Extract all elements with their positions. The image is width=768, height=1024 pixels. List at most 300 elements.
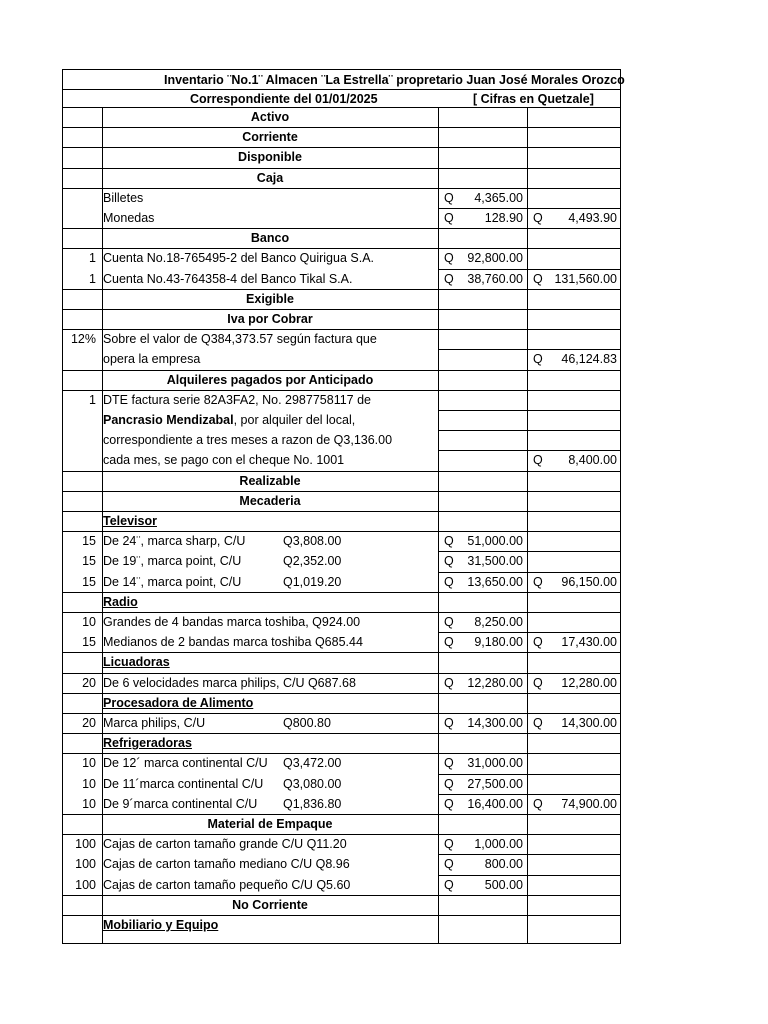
description-text: Grandes de 4 bandas marca toshiba, Q924.00 — [103, 615, 361, 630]
description-cell — [102, 208, 438, 228]
table-row — [62, 854, 621, 874]
qty-cell — [62, 915, 102, 935]
total-cell — [527, 511, 621, 531]
amount-cell — [438, 168, 527, 188]
description-cell — [102, 854, 438, 874]
table-row — [62, 774, 621, 794]
subtitle-row — [62, 89, 621, 108]
amount-cell — [438, 471, 527, 491]
total-cell — [527, 370, 621, 390]
amount-cell — [438, 208, 527, 228]
amount-cell — [438, 188, 527, 208]
bold-name: Pancrasio Mendizabal — [103, 413, 234, 428]
row-divider — [62, 753, 621, 754]
amount-cell — [438, 551, 527, 571]
qty-cell: 1 — [89, 392, 96, 407]
amount-cell — [438, 511, 527, 531]
description-text: Sobre el valor de Q384,373.57 según factura que — [103, 332, 377, 347]
row-divider — [62, 168, 621, 169]
amount-cell — [438, 289, 527, 309]
qty-cell — [62, 107, 102, 127]
description-text: Monedas — [103, 211, 155, 226]
currency-symbol: Q — [444, 574, 454, 589]
row-divider — [438, 269, 621, 270]
description-text: DTE factura serie 82A3FA2, No. 2987758117 de — [103, 392, 371, 407]
total-cell — [527, 673, 621, 693]
amount-cell — [438, 269, 527, 289]
description-text: De 9´marca continental C/U — [103, 796, 258, 811]
row-divider — [62, 511, 621, 512]
inventory-sheet — [62, 69, 625, 944]
total-cell — [527, 471, 621, 491]
col-divider — [527, 107, 528, 944]
description-cell: Disponible — [238, 150, 302, 165]
total-cell — [527, 248, 621, 268]
amount-cell — [438, 915, 527, 935]
description-cell: Caja — [256, 170, 284, 185]
description-cell — [102, 875, 438, 895]
currency-symbol: Q — [444, 615, 454, 630]
total-cell — [527, 349, 621, 369]
description-cell — [102, 713, 438, 733]
amount-value: 128.90 — [484, 211, 523, 226]
qty-cell — [62, 592, 102, 612]
qty-cell: 10 — [82, 796, 96, 811]
description-cell — [102, 794, 438, 814]
amount-value: 27,500.00 — [467, 776, 523, 791]
amount-value: 1,000.00 — [474, 837, 523, 852]
amount-cell — [438, 410, 527, 430]
qty-cell — [62, 188, 102, 208]
qty-cell: 1 — [89, 251, 96, 266]
table-row — [62, 450, 621, 470]
row-divider — [62, 713, 621, 714]
total-cell — [527, 430, 621, 450]
description-text: Cajas de carton tamaño grande C/U Q11.20 — [103, 837, 347, 852]
qty-cell — [62, 652, 102, 672]
section-row — [62, 693, 621, 713]
total-cell — [527, 551, 621, 571]
currency-symbol: Q — [533, 796, 543, 811]
amount-value: 74,900.00 — [561, 796, 617, 811]
amount-value: 96,150.00 — [561, 574, 617, 589]
row-divider — [62, 895, 621, 896]
currency-symbol: Q — [533, 211, 543, 226]
description-cell — [102, 329, 438, 349]
description-text: De 11´marca continental C/U — [103, 776, 264, 791]
total-cell — [527, 774, 621, 794]
section-row — [62, 370, 621, 390]
total-cell — [527, 228, 621, 248]
section-row — [62, 289, 621, 309]
currency-symbol: Q — [444, 716, 454, 731]
section-row — [62, 471, 621, 491]
amount-cell — [438, 430, 527, 450]
unit-price: Q3,472.00 — [283, 756, 342, 771]
currency-symbol: Q — [444, 837, 454, 852]
amount-cell — [438, 673, 527, 693]
qty-cell — [62, 289, 102, 309]
description-cell — [102, 753, 438, 773]
section-row — [62, 895, 621, 915]
description-text: Cuenta No.18-765495-2 del Banco Quirigua S.A. — [103, 251, 375, 266]
unit-price: Q1,836.80 — [283, 796, 342, 811]
amount-cell — [438, 572, 527, 592]
qty-cell: 15 — [82, 534, 96, 549]
amount-cell — [438, 895, 527, 915]
amount-cell — [438, 248, 527, 268]
amount-cell — [438, 612, 527, 632]
currency-symbol: Q — [444, 857, 454, 872]
amount-value: 38,760.00 — [467, 271, 523, 286]
currency-symbol: Q — [444, 251, 454, 266]
row-divider — [62, 491, 621, 492]
row-divider — [438, 450, 621, 451]
amount-value: 13,650.00 — [467, 574, 523, 589]
amount-value: 31,500.00 — [467, 554, 523, 569]
description-cell — [102, 188, 438, 208]
description-cell: Mecaderia — [239, 493, 301, 508]
table-row — [62, 713, 621, 733]
total-cell — [527, 733, 621, 753]
amount-value: 8,250.00 — [474, 615, 523, 630]
total-cell — [527, 652, 621, 672]
currency-symbol: Q — [444, 877, 454, 892]
description-text: De 6 velocidades marca philips, C/U Q687.68 — [103, 675, 356, 690]
description-cell — [102, 410, 438, 430]
amount-value: 12,280.00 — [467, 675, 523, 690]
row-divider — [62, 471, 621, 472]
amount-value: 4,365.00 — [474, 190, 523, 205]
description-cell: Procesadora de Alimento — [103, 695, 254, 710]
description-cell: No Corriente — [232, 897, 308, 912]
description-text: De 19¨, marca point, C/U — [103, 554, 242, 569]
section-row — [62, 915, 621, 935]
total-cell — [527, 794, 621, 814]
description-text: De 24¨, marca sharp, C/U — [103, 534, 246, 549]
sheet-subtitle: Correspondiente del 01/01/2025 — [190, 92, 378, 106]
total-cell — [527, 107, 621, 127]
table-row — [62, 551, 621, 571]
qty-cell — [62, 814, 102, 834]
total-cell — [527, 531, 621, 551]
row-divider — [62, 693, 621, 694]
row-divider — [438, 572, 621, 573]
currency-symbol: Q — [533, 716, 543, 731]
amount-cell — [438, 228, 527, 248]
qty-cell: 20 — [82, 716, 96, 731]
row-divider — [438, 854, 621, 855]
unit-price: Q3,080.00 — [283, 776, 342, 791]
total-cell — [527, 915, 621, 935]
row-divider — [438, 410, 621, 411]
currency-symbol: Q — [444, 190, 454, 205]
total-cell — [527, 572, 621, 592]
row-divider — [438, 794, 621, 795]
unit-price: Q800.80 — [283, 716, 331, 731]
total-cell — [527, 632, 621, 652]
total-cell — [527, 693, 621, 713]
currency-symbol: Q — [444, 211, 454, 226]
currency-symbol: Q — [533, 271, 543, 286]
section-row — [62, 652, 621, 672]
row-divider — [62, 531, 621, 532]
currency-symbol: Q — [444, 756, 454, 771]
total-cell — [527, 410, 621, 430]
qty-cell — [62, 168, 102, 188]
description-text: cada mes, se pago con el cheque No. 1001 — [103, 453, 345, 468]
amount-value: 51,000.00 — [467, 534, 523, 549]
amount-cell — [438, 107, 527, 127]
total-cell — [527, 450, 621, 470]
description-cell — [102, 269, 438, 289]
row-divider — [62, 733, 621, 734]
amount-value: 9,180.00 — [474, 635, 523, 650]
row-divider — [62, 107, 621, 108]
description-cell — [102, 531, 438, 551]
description-cell: Iva por Cobrar — [227, 312, 313, 327]
description-text: correspondiente a tres meses a razon de Q3,136.00 — [103, 433, 393, 448]
row-divider — [62, 673, 621, 674]
col-divider — [102, 107, 103, 944]
section-row — [62, 107, 621, 127]
qty-cell: 10 — [82, 776, 96, 791]
row-divider — [438, 349, 621, 350]
qty-cell — [62, 127, 102, 147]
total-cell — [527, 814, 621, 834]
amount-cell — [438, 390, 527, 410]
amount-cell — [438, 450, 527, 470]
description-cell — [102, 632, 438, 652]
description-cell — [102, 834, 438, 854]
description-text: Medianos de 2 bandas marca toshiba Q685.44 — [103, 635, 363, 650]
total-cell — [527, 309, 621, 329]
amount-cell — [438, 794, 527, 814]
row-divider — [438, 551, 621, 552]
amount-value: 131,560.00 — [554, 271, 617, 286]
currency-symbol: Q — [444, 554, 454, 569]
qty-cell: 15 — [82, 574, 96, 589]
qty-cell: 15 — [82, 635, 96, 650]
amount-value: 12,280.00 — [561, 675, 617, 690]
description-text: De 12´ marca continental C/U — [103, 756, 268, 771]
amount-cell — [438, 349, 527, 369]
row-divider — [62, 309, 621, 310]
row-divider — [62, 370, 621, 371]
table-row — [62, 329, 621, 349]
description-text: , por alquiler del local, — [233, 413, 356, 428]
description-cell: Banco — [250, 231, 290, 246]
description-cell — [102, 430, 438, 450]
currency-symbol: Q — [444, 796, 454, 811]
section-row — [62, 592, 621, 612]
amount-value: 16,400.00 — [467, 796, 523, 811]
row-divider — [62, 652, 621, 653]
row-divider — [62, 289, 621, 290]
qty-cell — [62, 208, 102, 228]
currency-symbol: Q — [533, 352, 543, 367]
unit-price: Q3,808.00 — [283, 534, 342, 549]
description-text: Billetes — [103, 190, 144, 205]
amount-cell — [438, 632, 527, 652]
row-divider — [62, 915, 621, 916]
total-cell — [527, 592, 621, 612]
currency-symbol: Q — [444, 534, 454, 549]
qty-cell: 15 — [82, 554, 96, 569]
qty-cell — [62, 370, 102, 390]
qty-cell — [62, 228, 102, 248]
description-cell — [102, 450, 438, 470]
row-divider — [62, 612, 621, 613]
section-row — [62, 511, 621, 531]
row-divider — [62, 127, 621, 128]
qty-cell: 100 — [75, 877, 96, 892]
section-row — [62, 733, 621, 753]
amount-value: 14,300.00 — [467, 716, 523, 731]
amount-value: 31,000.00 — [467, 756, 523, 771]
description-cell: Alquileres pagados por Anticipado — [166, 372, 374, 387]
currency-symbol: Q — [444, 271, 454, 286]
description-cell: Mobiliario y Equipo — [103, 918, 219, 933]
amount-cell — [438, 814, 527, 834]
total-cell — [527, 168, 621, 188]
qty-cell — [62, 147, 102, 167]
qty-cell — [62, 309, 102, 329]
amount-cell — [438, 127, 527, 147]
amount-cell — [438, 147, 527, 167]
total-cell — [527, 390, 621, 410]
row-divider — [62, 147, 621, 148]
amount-value: 800.00 — [484, 857, 523, 872]
description-cell: Radio — [103, 594, 138, 609]
total-cell — [527, 127, 621, 147]
qty-cell — [62, 491, 102, 511]
total-cell — [527, 854, 621, 874]
description-cell: Exigible — [246, 291, 294, 306]
amount-cell — [438, 329, 527, 349]
section-row — [62, 814, 621, 834]
qty-cell — [62, 450, 102, 470]
amount-cell — [438, 531, 527, 551]
currency-symbol: Q — [444, 776, 454, 791]
qty-cell: 10 — [82, 615, 96, 630]
table-row — [62, 834, 621, 854]
amount-cell — [438, 491, 527, 511]
total-cell — [527, 491, 621, 511]
currency-note: [ Cifras en Quetzale] — [473, 92, 594, 106]
qty-cell: 100 — [75, 857, 96, 872]
amount-value: 500.00 — [484, 877, 523, 892]
unit-price: Q1,019.20 — [283, 574, 342, 589]
row-divider — [438, 632, 621, 633]
description-cell: Realizable — [239, 473, 301, 488]
row-divider — [62, 834, 621, 835]
description-text: Cajas de carton tamaño mediano C/U Q8.96 — [103, 857, 350, 872]
description-cell — [102, 572, 438, 592]
row-divider — [438, 208, 621, 209]
table-row — [62, 794, 621, 814]
table-row — [62, 188, 621, 208]
qty-cell — [62, 471, 102, 491]
row-divider — [438, 875, 621, 876]
total-cell — [527, 875, 621, 895]
total-cell — [527, 753, 621, 773]
amount-value: 92,800.00 — [467, 251, 523, 266]
row-divider — [62, 228, 621, 229]
table-row — [62, 572, 621, 592]
amount-cell — [438, 854, 527, 874]
amount-cell — [438, 652, 527, 672]
description-text: opera la empresa — [103, 352, 201, 367]
total-cell — [527, 895, 621, 915]
amount-cell — [438, 592, 527, 612]
amount-value: 8,400.00 — [568, 453, 617, 468]
row-divider — [62, 390, 621, 391]
amount-cell — [438, 834, 527, 854]
section-row — [62, 228, 621, 248]
currency-symbol: Q — [444, 635, 454, 650]
amount-cell — [438, 693, 527, 713]
description-text: Cajas de carton tamaño pequeño C/U Q5.60 — [103, 877, 351, 892]
table-row — [62, 673, 621, 693]
currency-symbol: Q — [533, 635, 543, 650]
qty-cell: 20 — [82, 675, 96, 690]
description-cell: Licuadoras — [103, 655, 170, 670]
table-row — [62, 390, 621, 410]
description-cell — [102, 612, 438, 632]
qty-cell — [62, 511, 102, 531]
description-text: Marca philips, C/U — [103, 716, 206, 731]
sheet-title: Inventario ¨No.1¨ Almacen ¨La Estrella¨ propretario Juan José Morales Orozco — [164, 73, 625, 87]
row-divider — [438, 430, 621, 431]
currency-symbol: Q — [533, 675, 543, 690]
amount-value: 14,300.00 — [561, 716, 617, 731]
description-cell: Refrigeradoras — [103, 736, 192, 751]
amount-value: 4,493.90 — [568, 211, 617, 226]
table-row — [62, 269, 621, 289]
section-row — [62, 309, 621, 329]
currency-symbol: Q — [444, 675, 454, 690]
table-row — [62, 208, 621, 228]
row-divider — [62, 188, 621, 189]
description-cell: Material de Empaque — [207, 817, 333, 832]
total-cell — [527, 329, 621, 349]
row-divider — [62, 329, 621, 330]
description-cell: Televisor — [103, 514, 157, 529]
qty-cell: 12% — [70, 332, 96, 347]
qty-cell: 100 — [75, 837, 96, 852]
table-row — [62, 875, 621, 895]
description-cell: Corriente — [242, 130, 298, 145]
qty-cell — [62, 410, 102, 430]
qty-cell: 1 — [89, 271, 96, 286]
table-row — [62, 410, 621, 430]
description-text: De 14¨, marca point, C/U — [103, 574, 242, 589]
amount-cell — [438, 875, 527, 895]
table-row — [62, 430, 621, 450]
amount-cell — [438, 733, 527, 753]
qty-cell — [62, 430, 102, 450]
amount-cell — [438, 370, 527, 390]
total-cell — [527, 713, 621, 733]
description-cell: Activo — [250, 110, 290, 125]
row-divider — [438, 774, 621, 775]
unit-price: Q2,352.00 — [283, 554, 342, 569]
currency-symbol: Q — [533, 453, 543, 468]
total-cell — [527, 834, 621, 854]
amount-value: 46,124.83 — [561, 352, 617, 367]
description-cell — [102, 673, 438, 693]
